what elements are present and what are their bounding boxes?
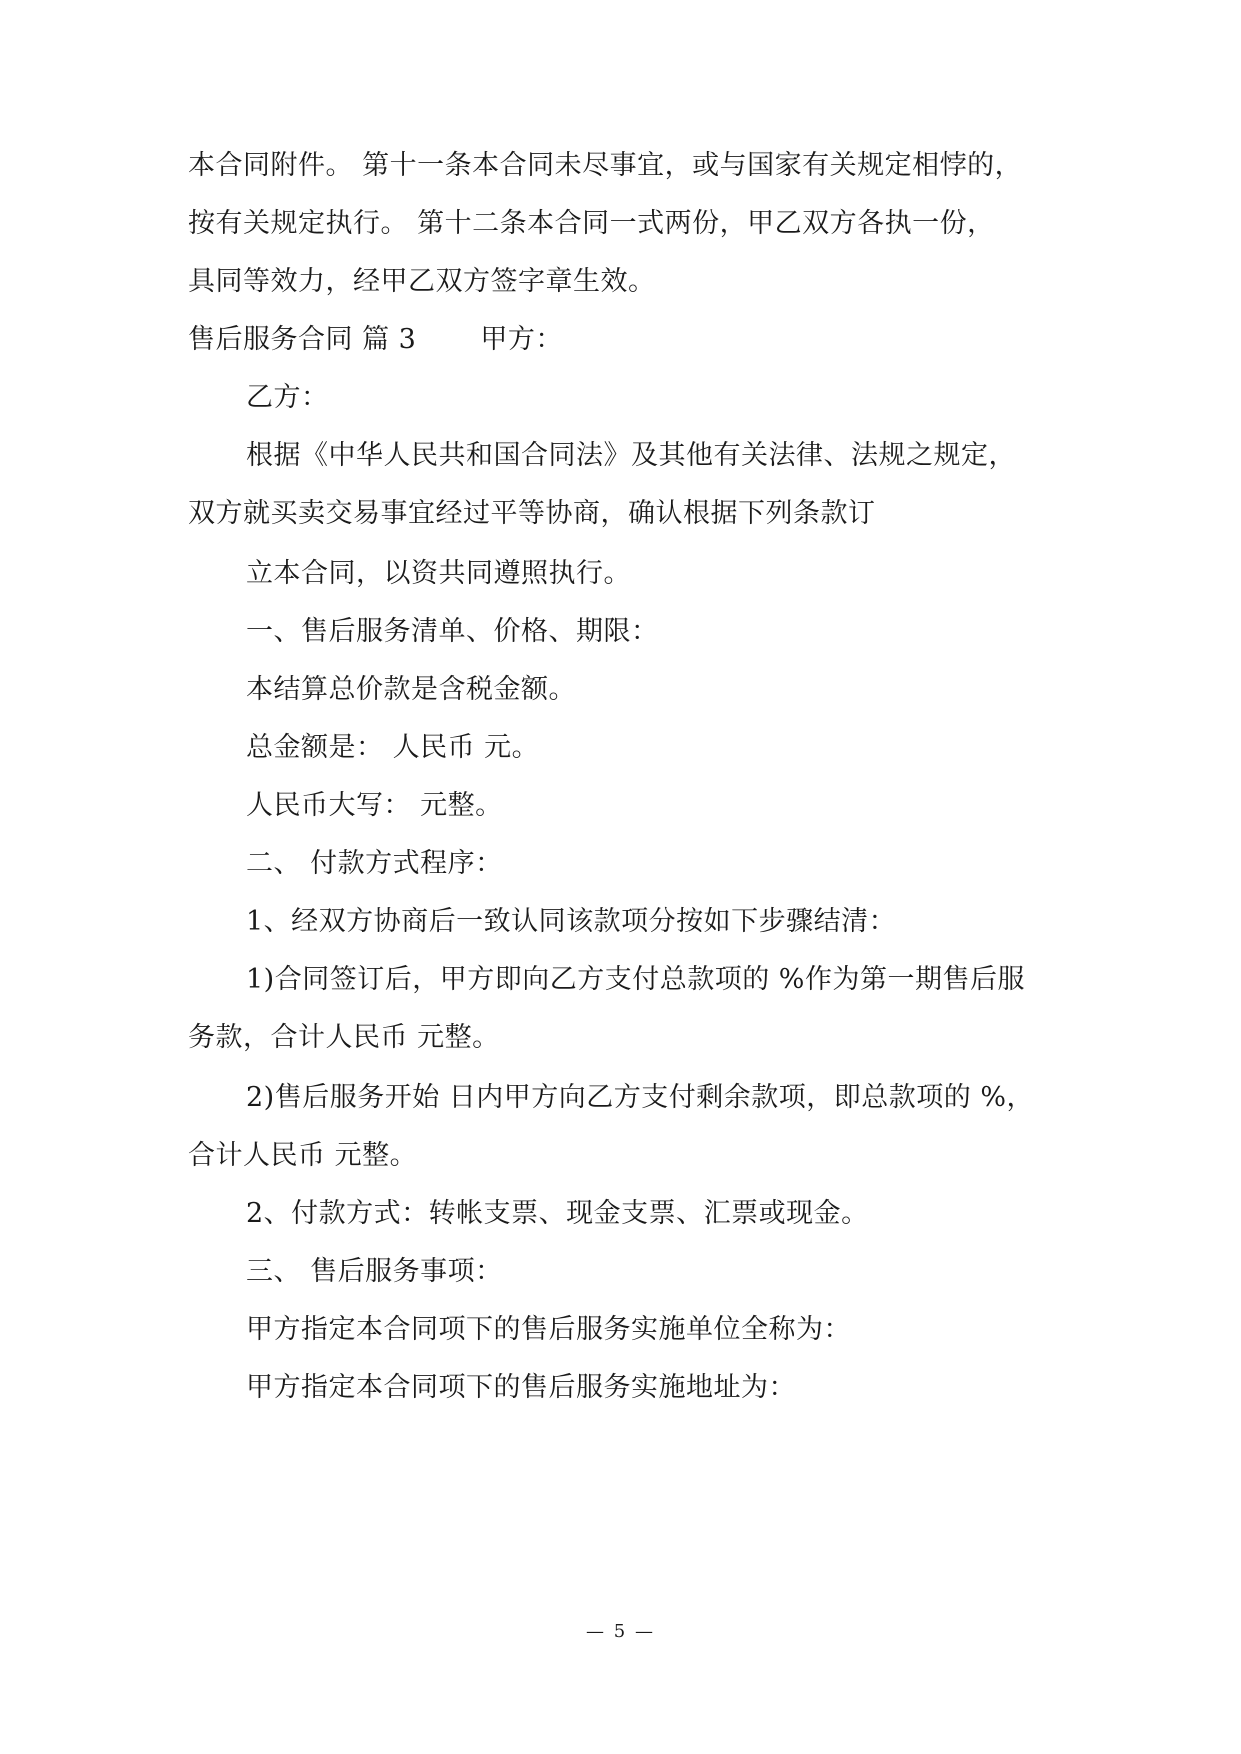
text-line: 双方就买卖交易事宜经过平等协商，确认根据下列条款订 bbox=[188, 498, 876, 529]
text-line: 人民币大写： 元整。 bbox=[246, 790, 503, 821]
text-line: 本合同附件。 第十一条本合同未尽事宜，或与国家有关规定相悖的， bbox=[188, 150, 1023, 181]
text-line: 本结算总价款是含税金额。 bbox=[246, 674, 576, 705]
text-line: 具同等效力，经甲乙双方签字章生效。 bbox=[188, 266, 656, 297]
text-line: 2)售后服务开始 日内甲方向乙方支付剩余款项，即总款项的 %， bbox=[246, 1082, 1035, 1113]
text-line: 二、 付款方式程序： bbox=[246, 848, 503, 879]
text-line: 总金额是： 人民币 元。 bbox=[246, 732, 540, 763]
text-line: 根据《中华人民共和国合同法》及其他有关法律、法规之规定， bbox=[246, 440, 1016, 471]
text-line: 务款，合计人民币 元整。 bbox=[188, 1022, 500, 1053]
page-number: — 5 — bbox=[586, 1621, 655, 1642]
text-line: 合计人民币 元整。 bbox=[188, 1140, 418, 1171]
text-line: 甲方指定本合同项下的售后服务实施单位全称为： bbox=[246, 1314, 851, 1345]
text-line: 三、 售后服务事项： bbox=[246, 1256, 503, 1287]
text-line: 2、付款方式：转帐支票、现金支票、汇票或现金。 bbox=[246, 1198, 869, 1229]
text-line: 1)合同签订后，甲方即向乙方支付总款项的 %作为第一期售后服 bbox=[246, 964, 1025, 995]
text-line: 一、售后服务清单、价格、期限： bbox=[246, 616, 659, 647]
text-line: 按有关规定执行。 第十二条本合同一式两份，甲乙双方各执一份， bbox=[188, 208, 995, 239]
text-line: 甲方指定本合同项下的售后服务实施地址为： bbox=[246, 1372, 796, 1403]
text-line: 立本合同，以资共同遵照执行。 bbox=[246, 558, 631, 589]
section-heading: 售后服务合同 篇 3 甲方： bbox=[188, 324, 563, 355]
text-line: 乙方： bbox=[246, 382, 329, 413]
text-line: 1、经双方协商后一致认同该款项分按如下步骤结清： bbox=[246, 906, 897, 937]
